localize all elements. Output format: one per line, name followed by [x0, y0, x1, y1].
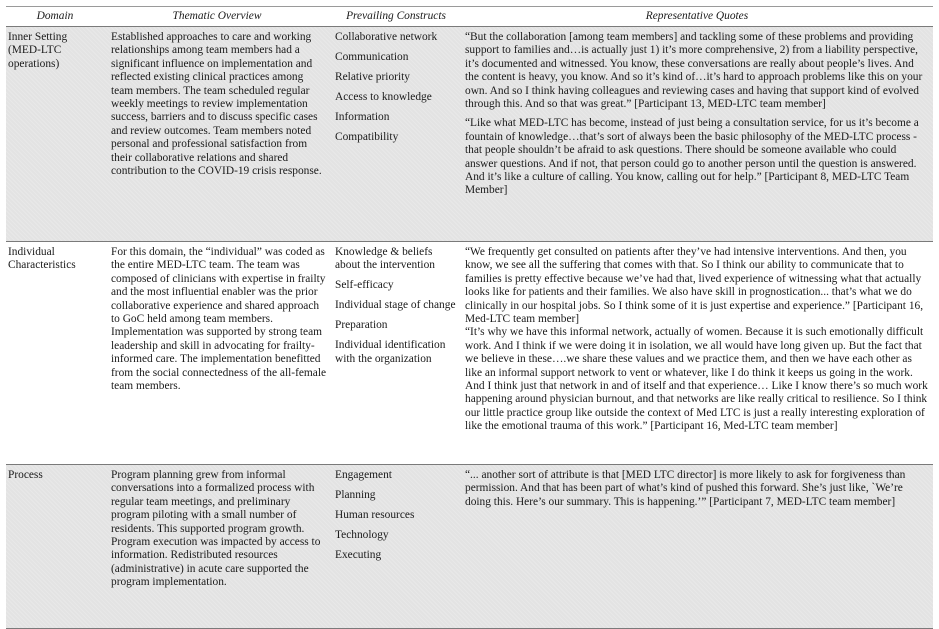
construct-item: Information — [335, 111, 390, 123]
quotes-cell — [461, 242, 933, 464]
construct-item: Planning — [335, 489, 376, 501]
constructs-cell — [331, 27, 461, 241]
construct-item: Collaborative network — [335, 31, 438, 43]
construct-item: Individual identification with the organization — [335, 339, 446, 365]
construct-item: Access to knowledge — [335, 91, 432, 103]
header-representative-quotes: Representative Quotes — [645, 9, 749, 22]
domain-cell: Inner Setting (MED-LTC operations) — [8, 31, 68, 70]
construct-item: Knowledge & beliefs about the intervention — [335, 246, 435, 272]
domain-cell: Individual Characteristics — [8, 246, 76, 272]
quotes-cell — [461, 27, 933, 241]
table-header-row — [6, 7, 933, 27]
quotes-cell — [461, 465, 933, 628]
quote: “It’s why we have this informal network, actually of women. Because it is such emotionally difficult work. And I think if we were doing it in isolation, we all would have long given up. But the fact that we believe in these….we share these values and we practice them, and then we have each other as like an informal support network to vent or whatever, like I do think it keeps us going in the work. And I think just that network in and of itself and that experience… Like I know there’s so much work happening around physician burnout, and that networks are like really critical to resilience. So I think our little practice group like outside the context of Med LTC is just a really interesting exploration of like the emotional trauma of this work.” [Participant 16, Med-LTC team member] — [465, 326, 928, 433]
domain-cell: Process — [8, 469, 43, 481]
header-domain: Domain — [36, 9, 74, 22]
construct-item: Self-efficacy — [335, 279, 394, 292]
overview-cell: For this domain, the “individual” was coded as the entire MED-LTC team. The team was composed of clinicians with expertise in frailty and the most influential enabler was the prior collaborative experience and shared approach to GoC held among team members. Implementation was supported by strong team leadership and skill in advocating for frailty-informed care. The implementation benefitted from the social connectedness of the all-female team members. — [111, 246, 327, 393]
construct-item: Compatibility — [335, 131, 399, 143]
table-row — [6, 242, 933, 465]
table-row — [6, 465, 933, 629]
overview-cell: Program planning grew from informal conversations into a formalized process with regular team meetings, and preliminary program piloting with a small number of residents. This supported program growth. Program execution was impacted by access to information. Redistributed resources (administrative) in acute care supported the program implementation. — [111, 469, 321, 589]
header-prevailing-constructs: Prevailing Constructs — [346, 9, 446, 22]
construct-item: Relative priority — [335, 71, 410, 83]
constructs-table — [6, 6, 933, 629]
construct-item: Individual stage of change — [335, 299, 456, 312]
construct-item: Communication — [335, 51, 409, 63]
constructs-cell — [331, 465, 461, 628]
construct-item: Human resources — [335, 509, 415, 521]
overview-cell: Established approaches to care and working relationships among team members had a significant influence on implementation and reflected existing clinical practices among team members. The team scheduled regular weekly meetings to review implementation success, barriers and to discuss specific cases and review outcomes. Team members noted personal and professional satisfaction from their collaborative relations and shared contribution to the COVID-19 crisis response. — [111, 31, 322, 178]
construct-item: Engagement — [335, 469, 392, 481]
header-thematic-overview: Thematic Overview — [172, 9, 262, 22]
quote: “Like what MED-LTC has become, instead of just being a consultation service, for us it’s become a fountain of knowledge…that’s sort of always been the basic philosophy of the MED-LTC process - that people shouldn’t be afraid to ask questions. There should be someone available who could answer questions. And if not, that person could go to another person until the question is answered. And it’s like a culture of calling. You know, calling out for help.” [Participant 8, MED-LTC Team Member] — [465, 117, 919, 197]
table-row — [6, 27, 933, 242]
quote: “... another sort of attribute is that [MED LTC director] is more likely to ask for forgiveness than permission. And that has been part of what’s kind of pushed this forward. She’s just like, `We’re doing this. Here’s our summary. This is happening.’” [Participant 7, MED-LTC team member] — [465, 469, 906, 508]
constructs-cell — [331, 242, 461, 464]
quote: “But the collaboration [among team members] and tackling some of these problems and providing support to families and…is actually just 1) it’s more comprehensive, 2) from a liability perspective, it’s documented and witnessed. You know, these conversations are really about people’s lives. And the content is heavy, you know. And so it’s kind of…it’s hard to approach problems like this on your own. And so I think having colleagues and reviewing cases and having that support kind of evolved through this. And so that was great.” [Participant 13, MED-LTC team member] — [465, 31, 923, 111]
construct-item: Technology — [335, 529, 389, 541]
construct-item: Preparation — [335, 319, 388, 332]
quote: “We frequently get consulted on patients after they’ve had intensive interventions. And then, you know, we see all the suffering that comes with that. So I think our ability to communicate that to families is pretty effective because we’ve had that, lived experience of witnessing what that actually looks like for patients and their families. We also have skill in prognostication... that’s what we do clinically in our hospital jobs. So I think some of it is just expertise and experience.” [Participant 16, Med-LTC team member] — [465, 246, 924, 326]
construct-item: Executing — [335, 549, 382, 561]
